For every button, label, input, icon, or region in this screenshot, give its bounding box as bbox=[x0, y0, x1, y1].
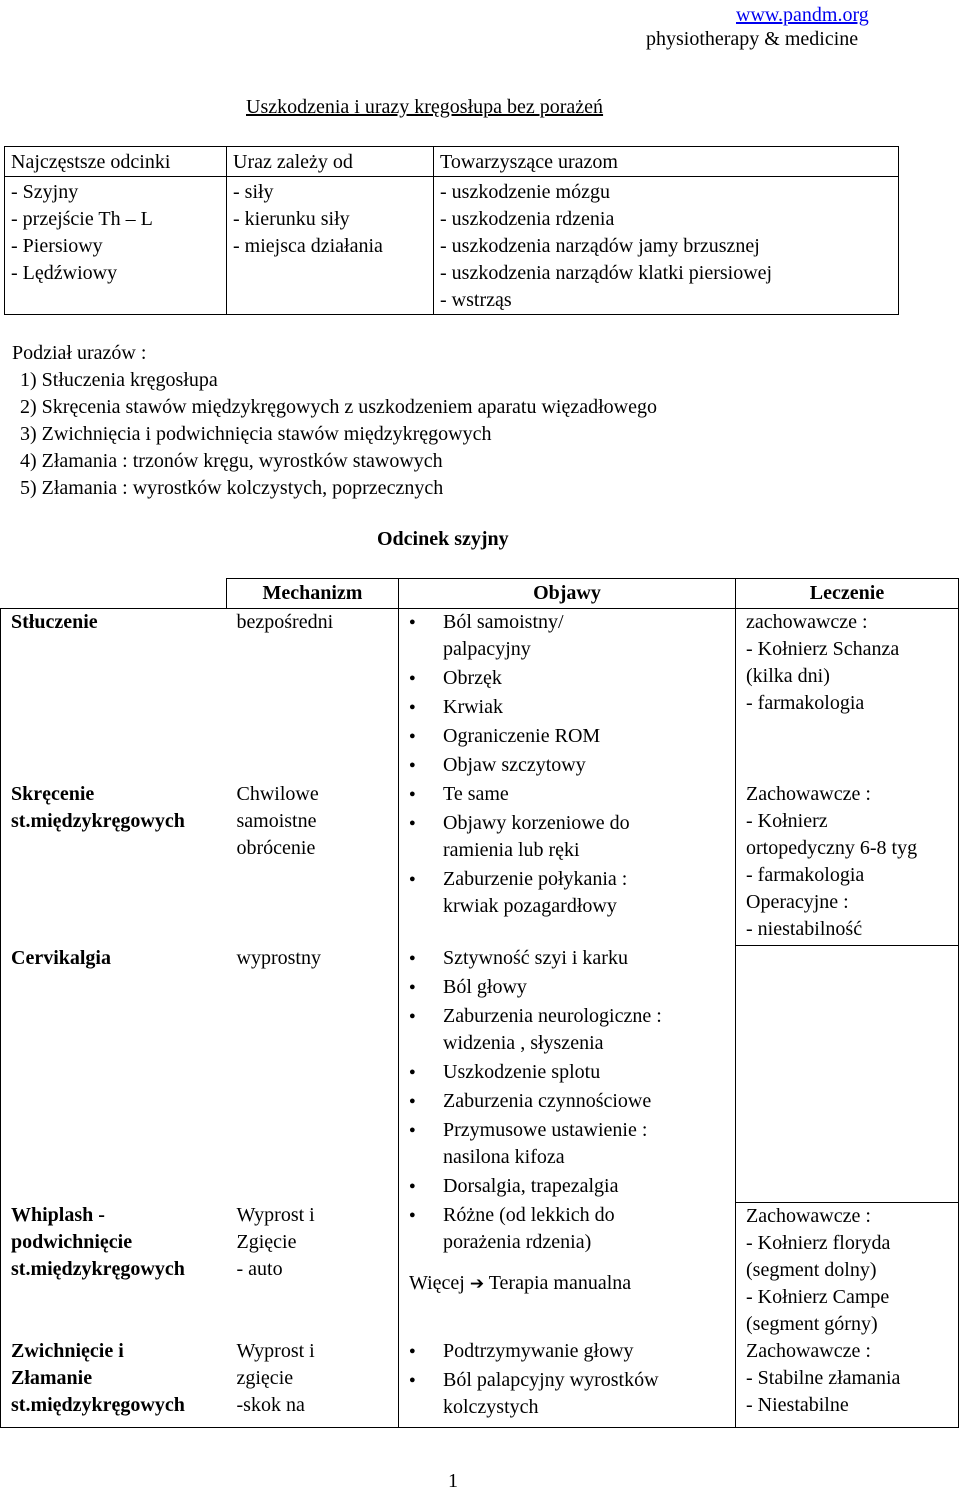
list-item-text: Ból palapcyjny wyrostków bbox=[443, 1368, 659, 1391]
list-item: - miejsca działania bbox=[233, 235, 383, 257]
list-item-text: Uszkodzenie splotu bbox=[443, 1061, 601, 1083]
list-item: - siły bbox=[233, 181, 274, 203]
list-item: 3) Zwichnięcia i podwichnięcia stawów międzykręgowych bbox=[20, 423, 492, 445]
treatment-line: zachowawcze : bbox=[746, 611, 868, 633]
list-item-text: Różne (od lekkich do bbox=[443, 1204, 615, 1226]
mechanism-text: zgięcie bbox=[236, 1366, 294, 1389]
table-row bbox=[5, 177, 899, 315]
table-header-cell: Mechanizm bbox=[227, 579, 399, 609]
table-header-row bbox=[1, 579, 959, 609]
list-item-text: ramienia lub ręki bbox=[443, 839, 580, 861]
symptoms-cell bbox=[399, 781, 736, 945]
treatment-line: - Stabilne złamania bbox=[746, 1366, 901, 1389]
treatment-line: - farmakologia bbox=[746, 692, 865, 714]
list-item-text: palpacyjny bbox=[443, 638, 531, 660]
mechanism-cell bbox=[227, 1338, 399, 1428]
mechanism-text: bezpośredni bbox=[236, 611, 334, 633]
table-row bbox=[1, 609, 959, 782]
list-item: - wstrząs bbox=[440, 289, 512, 311]
mechanism-text: Chwilowe bbox=[236, 783, 319, 805]
treatment-line: Operacyjne : bbox=[746, 891, 849, 913]
symptoms-list bbox=[409, 945, 731, 1200]
list-item-text: Zaburzenia czynnościowe bbox=[443, 1090, 652, 1112]
list-item bbox=[409, 609, 731, 663]
list-item bbox=[409, 866, 731, 920]
mechanism-text: Zgięcie bbox=[236, 1231, 297, 1253]
list-item bbox=[409, 974, 731, 1001]
treatment-line: Zachowawcze : bbox=[746, 1339, 871, 1362]
symptoms-list bbox=[409, 1202, 731, 1256]
table-header-cell: Najczęstsze odcinki bbox=[5, 147, 227, 177]
list-item-text: porażenia rdzenia) bbox=[443, 1231, 592, 1253]
list-item bbox=[409, 694, 731, 721]
table-header-cell: Towarzyszące urazom bbox=[434, 147, 899, 177]
injury-name: st.międzykręgowych bbox=[11, 810, 185, 832]
list-item bbox=[409, 752, 731, 779]
list-item: - Piersiowy bbox=[11, 235, 103, 257]
treatment-line: Zachowawcze : bbox=[746, 1204, 871, 1227]
list-item-text: widzenia , słyszenia bbox=[443, 1032, 604, 1054]
list-item: - uszkodzenie mózgu bbox=[440, 181, 610, 203]
list-item-text: Podtrzymywanie głowy bbox=[443, 1339, 634, 1362]
list-item bbox=[409, 945, 731, 972]
injury-name: st.międzykręgowych bbox=[11, 1258, 185, 1280]
mechanism-cell bbox=[227, 609, 399, 782]
list-item-text: Zaburzenie połykania : bbox=[443, 868, 628, 890]
injury-name-cell bbox=[1, 1338, 227, 1428]
arrow-right-icon: ➔ bbox=[469, 1274, 485, 1294]
list-item: 5) Złamania : wyrostków kolczystych, poprzecznych bbox=[20, 477, 444, 499]
list-item-text: kolczystych bbox=[443, 1395, 539, 1418]
list-item bbox=[409, 1003, 731, 1057]
list-item-text: Ograniczenie ROM bbox=[443, 725, 601, 747]
treatment-line: (kilka dni) bbox=[746, 665, 830, 687]
treatment-line: - farmakologia bbox=[746, 864, 865, 886]
injury-overview-table bbox=[4, 146, 899, 315]
list-item-text: Ból głowy bbox=[443, 976, 527, 998]
list-item bbox=[409, 1367, 731, 1421]
list-item: 2) Skręcenia stawów międzykręgowych z uszkodzeniem aparatu więzadłowego bbox=[20, 396, 657, 418]
list-item: 1) Stłuczenia kręgosłupa bbox=[20, 369, 218, 391]
list-item: 4) Złamania : trzonów kręgu, wyrostków stawowych bbox=[20, 450, 443, 472]
mechanism-text: obrócenie bbox=[236, 837, 316, 859]
symptoms-list bbox=[409, 609, 731, 779]
list-item-text: Krwiak bbox=[443, 696, 503, 718]
injury-name: st.międzykręgowych bbox=[11, 1393, 185, 1416]
list-item-text: Objawy korzeniowe do bbox=[443, 812, 630, 834]
mechanism-cell bbox=[227, 1202, 399, 1338]
list-item-text: nasilona kifoza bbox=[443, 1146, 565, 1168]
list-item-text: Obrzęk bbox=[443, 667, 502, 689]
treatment-cell bbox=[736, 1202, 959, 1338]
note-text: Terapia manualna bbox=[488, 1272, 632, 1294]
treatment-line: ortopedyczny 6-8 tyg bbox=[746, 837, 918, 859]
injury-name: Stłuczenie bbox=[11, 611, 98, 633]
factors-cell bbox=[227, 177, 434, 315]
classification-heading: Podział urazów : bbox=[12, 342, 147, 364]
injury-name-cell bbox=[1, 781, 227, 945]
list-item: - uszkodzenia narządów klatki piersiowej bbox=[440, 262, 773, 284]
table-row bbox=[1, 1202, 959, 1338]
list-item: - kierunku siły bbox=[233, 208, 350, 230]
mechanism-text: -skok na bbox=[236, 1393, 305, 1416]
list-item-text: Dorsalgia, trapezalgia bbox=[443, 1175, 619, 1197]
list-item bbox=[409, 1173, 731, 1200]
note-prefix: Więcej bbox=[409, 1272, 465, 1294]
list-item-text: Ból samoistny/ bbox=[443, 611, 564, 633]
treatment-cell bbox=[736, 1338, 959, 1428]
treatment-line: (segment dolny) bbox=[746, 1258, 877, 1281]
treatment-line: - Kołnierz floryda bbox=[746, 1231, 891, 1254]
symptoms-list bbox=[409, 1338, 731, 1421]
symptoms-cell bbox=[399, 609, 736, 782]
cervical-injuries-table bbox=[0, 578, 959, 1428]
mechanism-cell bbox=[227, 781, 399, 945]
injury-name: podwichnięcie bbox=[11, 1231, 133, 1253]
table-row bbox=[1, 945, 959, 1202]
list-item bbox=[409, 1202, 731, 1256]
treatment-cell bbox=[736, 945, 959, 1202]
table-header-row bbox=[5, 147, 899, 177]
list-item bbox=[409, 781, 731, 808]
list-item bbox=[409, 810, 731, 864]
treatment-line: - Kołnierz Schanza bbox=[746, 638, 900, 660]
list-item-text: Zaburzenia neurologiczne : bbox=[443, 1005, 662, 1027]
associated-injuries-cell bbox=[434, 177, 899, 315]
injury-name: Złamanie bbox=[11, 1366, 93, 1389]
list-item: - Szyjny bbox=[11, 181, 79, 203]
symptoms-cell bbox=[399, 1338, 736, 1428]
mechanism-text: Wyprost i bbox=[236, 1339, 315, 1362]
mechanism-cell bbox=[227, 945, 399, 1202]
injury-name: Skręcenie bbox=[11, 783, 95, 805]
header-subtitle: physiotherapy & medicine bbox=[646, 28, 859, 50]
injury-name-cell bbox=[1, 945, 227, 1202]
injury-name-cell bbox=[1, 1202, 227, 1338]
mechanism-text: samoistne bbox=[236, 810, 317, 832]
table-header-cell: Objawy bbox=[399, 579, 736, 609]
treatment-line: - Kołnierz bbox=[746, 810, 828, 832]
header-link[interactable]: www.pandm.org bbox=[736, 4, 869, 26]
page-title: Uszkodzenia i urazy kręgosłupa bez porażeń bbox=[246, 96, 604, 118]
symptoms-list bbox=[409, 781, 731, 920]
list-item-text: Przymusowe ustawienie : bbox=[443, 1119, 648, 1141]
list-item-text: Te same bbox=[443, 783, 509, 805]
list-item bbox=[409, 1088, 731, 1115]
treatment-line: (segment górny) bbox=[746, 1312, 878, 1335]
treatment-cell bbox=[736, 609, 959, 782]
injury-name: Cervikalgia bbox=[11, 947, 111, 969]
list-item-text: Sztywność szyi i karku bbox=[443, 947, 628, 969]
list-item bbox=[409, 1338, 731, 1365]
table-row bbox=[1, 781, 959, 945]
list-item-text: Objaw szczytowy bbox=[443, 754, 586, 776]
table-header-cell bbox=[1, 579, 227, 609]
section-title: Odcinek szyjny bbox=[377, 528, 509, 550]
treatment-line: Zachowawcze : bbox=[746, 783, 871, 805]
symptoms-cell bbox=[399, 1202, 736, 1338]
symptoms-cell bbox=[399, 945, 736, 1202]
list-item bbox=[409, 723, 731, 750]
page-number: 1 bbox=[448, 1470, 458, 1492]
treatment-cell bbox=[736, 781, 959, 945]
segments-cell bbox=[5, 177, 227, 315]
injury-name: Zwichnięcie i bbox=[11, 1339, 124, 1362]
classification-list bbox=[12, 340, 657, 502]
list-item bbox=[409, 665, 731, 692]
list-item: - uszkodzenia narządów jamy brzusznej bbox=[440, 235, 760, 257]
injury-name: Whiplash - bbox=[11, 1204, 105, 1226]
therapy-note bbox=[409, 1270, 731, 1298]
injury-name-cell bbox=[1, 609, 227, 782]
list-item-text: krwiak pozagardłowy bbox=[443, 895, 617, 917]
mechanism-text: Wyprost i bbox=[236, 1204, 315, 1226]
table-row bbox=[1, 1338, 959, 1428]
list-item bbox=[409, 1059, 731, 1086]
list-item: - uszkodzenia rdzenia bbox=[440, 208, 615, 230]
treatment-line: - Niestabilne bbox=[746, 1393, 849, 1416]
mechanism-text: wyprostny bbox=[236, 947, 321, 969]
table-header-cell: Uraz zależy od bbox=[227, 147, 434, 177]
list-item: - przejście Th – L bbox=[11, 208, 153, 230]
list-item: - Lędźwiowy bbox=[11, 262, 118, 284]
table-header-cell: Leczenie bbox=[736, 579, 959, 609]
mechanism-text: - auto bbox=[236, 1258, 283, 1280]
list-item bbox=[409, 1117, 731, 1171]
treatment-line: - niestabilność bbox=[746, 918, 863, 940]
treatment-line: - Kołnierz Campe bbox=[746, 1285, 890, 1308]
